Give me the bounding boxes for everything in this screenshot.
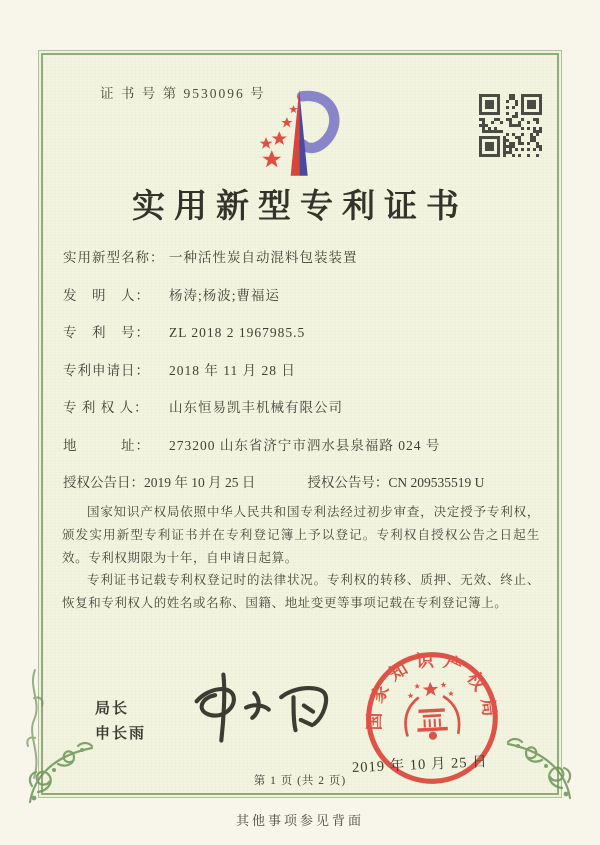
border-vine-icon [22,668,48,780]
field-label: 专 利 号： [63,325,150,340]
field-row-filing-date [63,363,543,379]
certificate-number: 证 书 号 第 9530096 号 [100,86,266,101]
field-row-patentee [63,400,543,416]
field-row-grant [63,475,543,491]
field-label: 发 明 人： [63,287,150,303]
field-label: 专 利 权 人： [63,400,149,415]
field-value: 2018 年 11 月 28 日 [169,362,296,378]
qr-code [479,94,542,157]
field-label: 地 址： [63,437,150,453]
certificate-title: 实用新型专利证书 [132,189,468,225]
cnipa-logo-icon [253,84,351,188]
field-value: 山东恒易凯丰机械有限公司 [169,400,343,415]
signature-handwriting [178,662,343,750]
field-list [63,250,543,491]
field-row-inventors [63,288,543,304]
signer-block [95,696,146,746]
page-indicator: 第 1 页 (共 2 页) [253,775,347,787]
grant-date-value: 2019 年 10 月 25 日 [144,475,256,490]
legal-text [62,501,540,615]
back-side-note: 其他事项参见背面 [235,813,364,828]
field-row-name [63,250,543,266]
signer-name: 申长雨 [95,725,147,742]
field-label: 实用新型名称： [63,250,165,265]
national-emblem-icon [403,680,460,741]
field-value: ZL 2018 2 1967985.5 [169,325,306,340]
signer-title: 局长 [95,700,130,717]
grant-no-label: 授权公告号： [307,475,389,490]
legal-paragraph-2: 专利证书记载专利权登记时的法律状况。专利权的转移、质押、无效、终止、恢复和专利权人的姓名或名称、国籍、地址变更等事项记载在专利登记簿上。 [62,573,540,610]
seal-ring-text: 国家知识产权局 [364,649,501,731]
field-value: 杨涛;杨波;曹福运 [169,287,281,303]
field-label: 专利申请日： [63,362,150,378]
grant-date-label: 授权公告日： [63,475,144,490]
seal-date: 2019 年 10 月 25 日 [351,754,488,777]
legal-paragraph-1: 国家知识产权局依照中华人民共和国专利法经过初步审查，决定授予专利权，颁发实用新型专利证书并在专利登记簿上予以登记。专利权自授权公告之日起生效。专利权期限为十年，自申请日起算。 [62,505,540,565]
field-row-patent-number [63,325,543,341]
grant-no-value: CN 209535519 U [388,475,485,490]
field-row-address [63,438,543,454]
field-value: 273200 山东省济宁市泗水县泉福路 024 号 [169,437,441,453]
field-value: 一种活性炭自动混料包装装置 [169,250,358,265]
corner-ornament-icon [502,730,576,804]
